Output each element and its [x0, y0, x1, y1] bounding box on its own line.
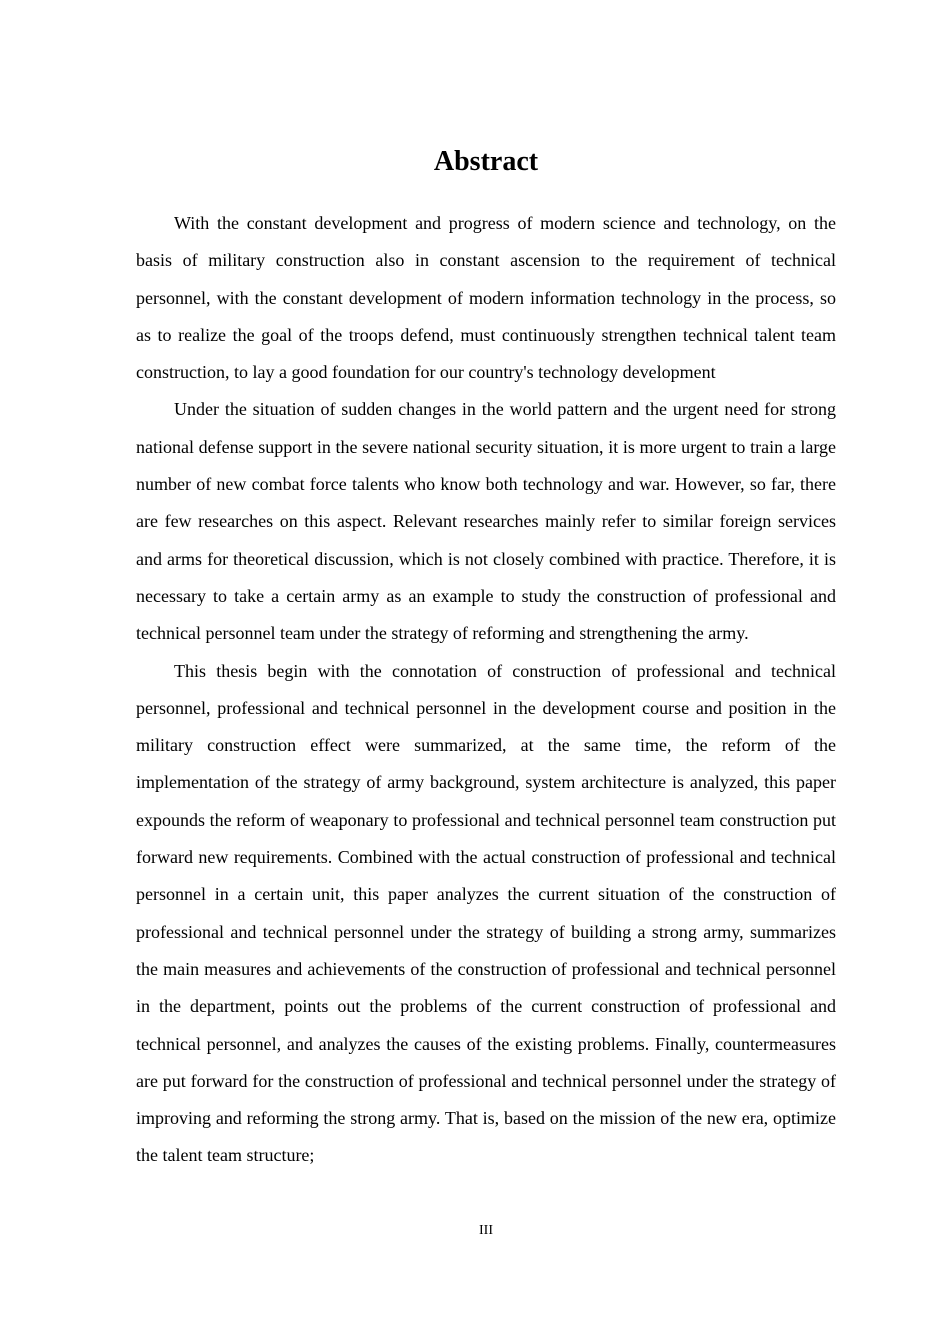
page-number: III [479, 1223, 493, 1238]
abstract-paragraph-1: With the constant development and progress of modern science and technology, on the basis of military construction also in constant ascension to the requirement of technical personnel, with the constant development of modern information technology in the process, so as to realize the goal of the troops defend, must continuously strengthen technical talent team construction, to lay a good foundation for our country's technology development [136, 213, 836, 383]
abstract-title: Abstract [433, 146, 539, 177]
abstract-paragraph-2: Under the situation of sudden changes in the world pattern and the urgent need for strong national defense support in the severe national security situation, it is more urgent to train a large number of new combat force talents who know both technology and war. However, so far, there are few researches on this aspect. Relevant researches mainly refer to similar foreign services and arms for theoretical discussion, which is not closely combined with practice. Therefore, it is necessary to take a certain army as an example to study the construction of professional and technical personnel team under the strategy of reforming and strengthening the army. [136, 399, 836, 644]
abstract-paragraph-3: This thesis begin with the connotation of construction of professional and technical personnel, professional and technical personnel in the development course and position in the military construction effect were summarized, at the same time, the reform of the implementation of the strategy of army background, system architecture is analyzed, this paper expounds the reform of weaponary to professional and technical personnel team construction put forward new requirements. Combined with the actual construction of professional and technical personnel in a certain unit, this paper analyzes the current situation of the construction of professional and technical personnel under the strategy of building a strong army, summarizes the main measures and achievements of the construction of professional and technical personnel in the department, points out the problems of the current construction of professional and technical personnel, and analyzes the causes of the existing problems. Finally, countermeasures are put forward for the construction of professional and technical personnel under the strategy of improving and reforming the strong army. That is, based on the mission of the new era, optimize the talent team structure; [136, 660, 836, 1166]
abstract-body [136, 205, 836, 1175]
